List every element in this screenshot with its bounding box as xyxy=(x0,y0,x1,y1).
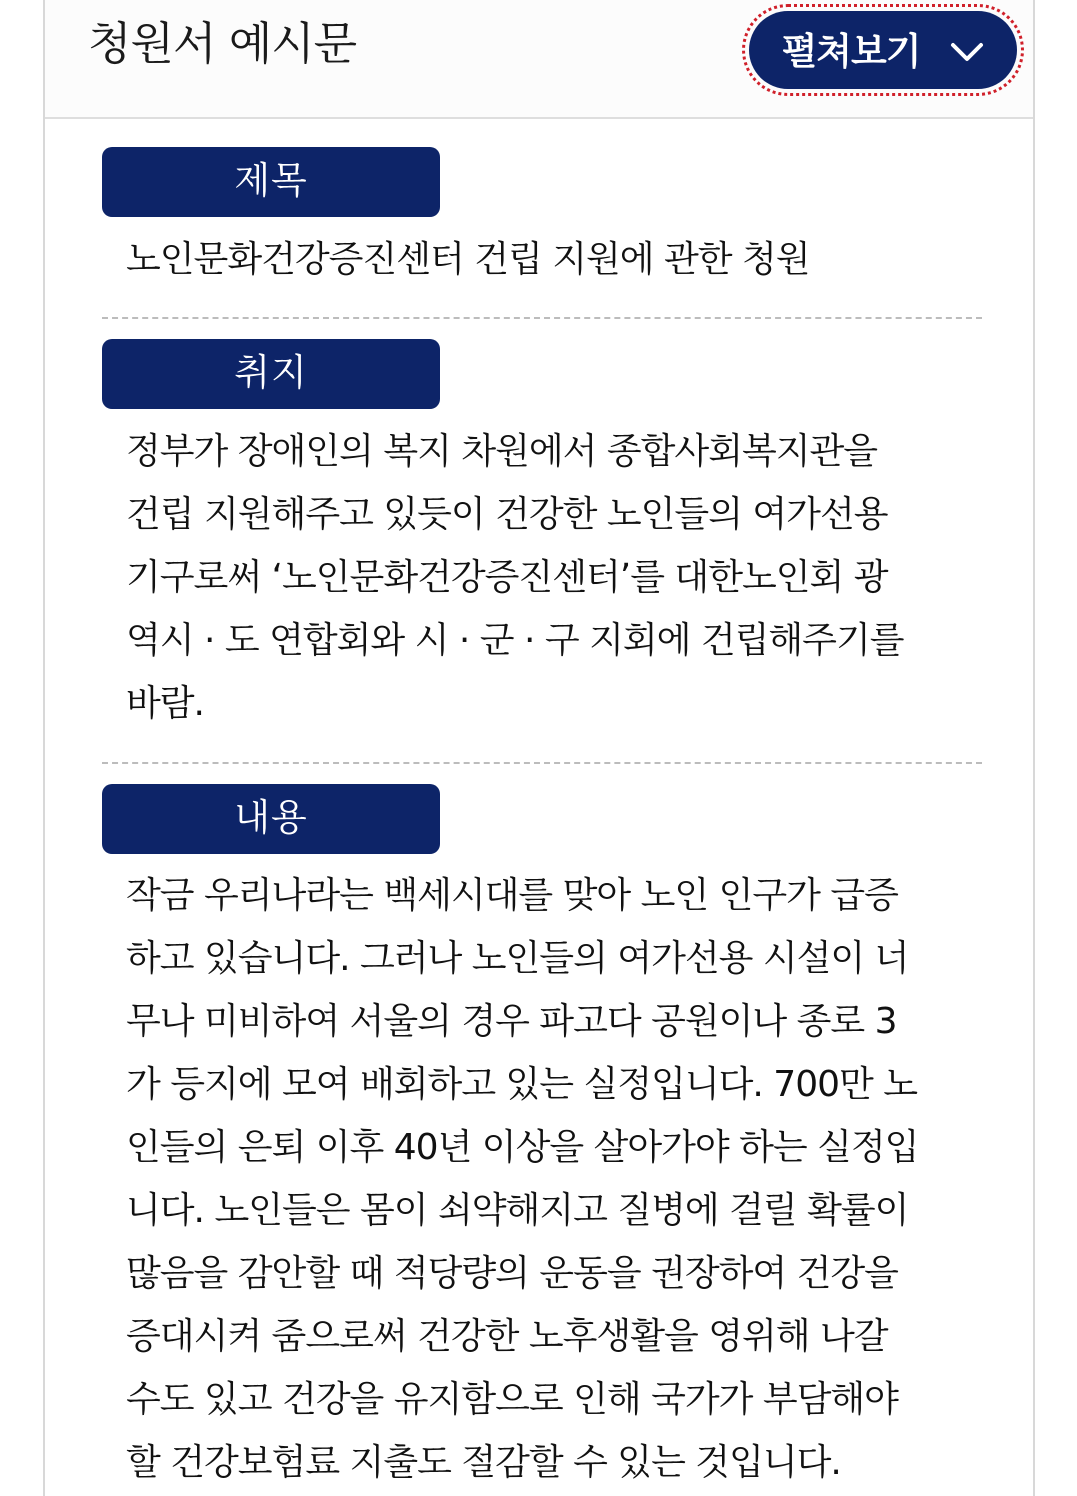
expand-button[interactable] xyxy=(749,11,1017,89)
section-body-content: 작금 우리나라는 백세시대를 맞아 노인 인구가 급증 하고 있습니다. 그러나 노인들의 여가선용 시설이 너 무나 미비하여 서울의 경우 파고다 공원이나 종로 3 가 등지에 모여 배회하고 있는 실정입니다. 700만 노 인들의 은퇴 이후 40년 이상을 살아가야 하는 실정입 니다. 노인들은 몸이 쇠약해지고 질병에 걸릴 확률이 많음을 감안할 때 적당량의 운동을 권장하여 건강을 증대시켜 줌으로써 건강한 노후생활을 영위해 나갈 수도 있고 건강을 유지함으로 인해 국가가 부담해야 할 건강보험료 지출도 절감할 수 있는 것입니다. xyxy=(126,875,919,1483)
card-title: 청원서 예시문 xyxy=(88,17,357,70)
section-label-title: 제목 xyxy=(102,147,440,217)
section-divider xyxy=(102,762,982,764)
section-label-purpose: 취지 xyxy=(102,339,440,409)
section-body-purpose: 정부가 장애인의 복지 차원에서 종합사회복지관을 건립 지원해주고 있듯이 건강한 노인들의 여가선용 기구로써 ‘노인문화건강증진센터’를 대한노인회 광 역시 · 도 연합회와 시 · 군 · 구 지회에 건립해주기를 바람. xyxy=(126,431,904,724)
expand-button-label: 펼쳐보기 xyxy=(781,29,921,73)
petition-example-card xyxy=(43,0,1035,1496)
section-body-title: 노인문화건강증진센터 건립 지원에 관한 청원 xyxy=(126,239,810,280)
section-divider xyxy=(102,317,982,319)
card-header xyxy=(45,0,1033,119)
expand-button-focus-ring xyxy=(742,4,1024,96)
chevron-down-icon xyxy=(950,41,984,63)
section-label-content: 내용 xyxy=(102,784,440,854)
